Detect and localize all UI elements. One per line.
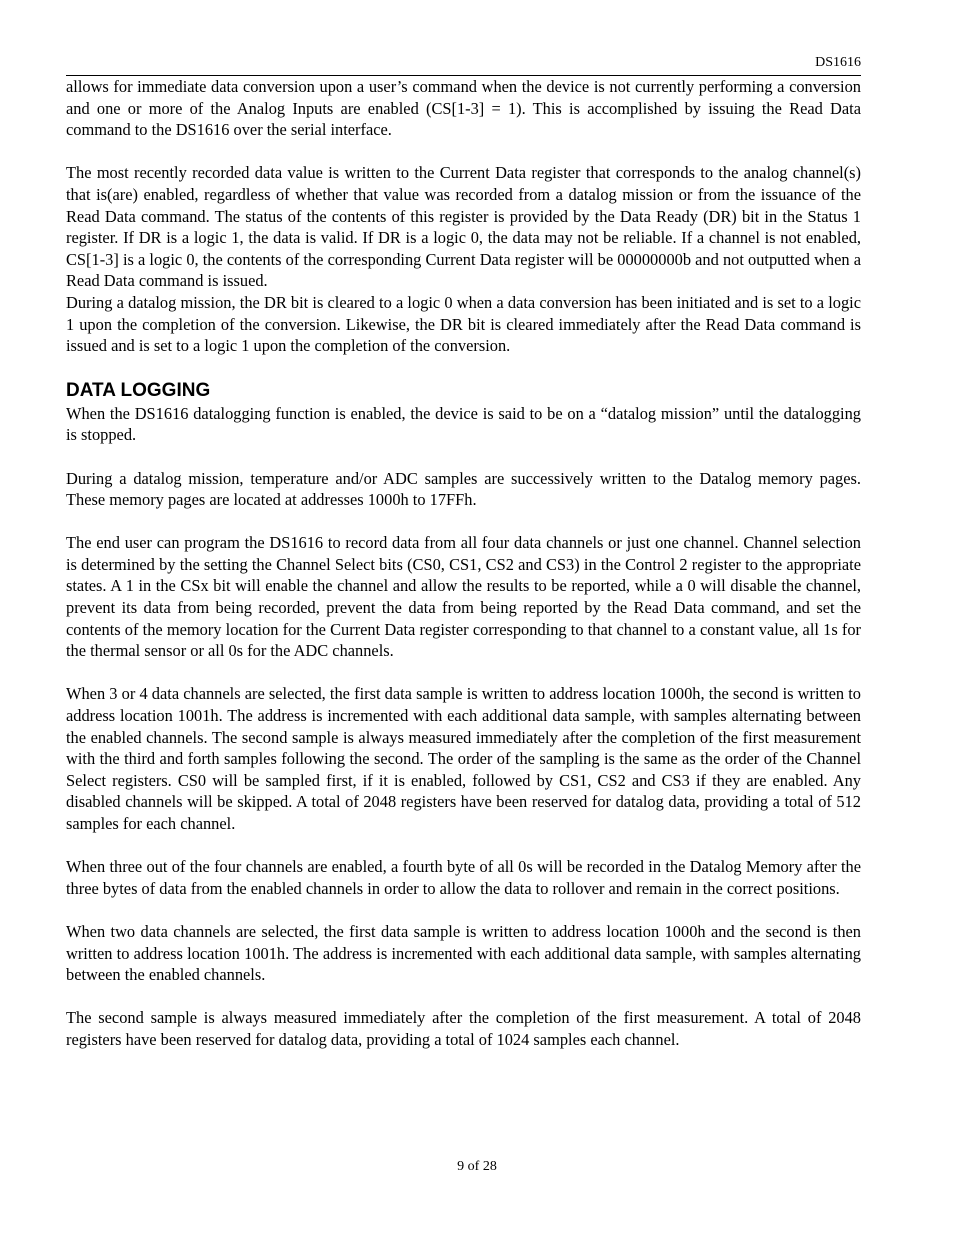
section-paragraph-4: When 3 or 4 data channels are selected, the first data sample is written to address location 1000h, the second is written to address location 1001h. The address is incremented with each additional data sample, with samples alternating between the enabled channels. The second sample is always measured immediately after the completion of the first measurement with the third and forth samples following the second. The order of the sampling is the same as the order of the Channel Select registers. CS0 will be sampled first, if it is enabled, followed by CS1, CS2 and CS3 if they are enabled. Any disabled channels will be skipped. A total of 2048 registers have been reserved for datalog data, providing a total of 512 samples for each channel. [66, 684, 861, 833]
section-paragraph-6: When two data channels are selected, the first data sample is written to address location 1000h and the second is then written to address location 1001h. The address is incremented with each additional data sample, with samples alternating between the enabled channels. [66, 921, 861, 985]
section-paragraph-1: When the DS1616 datalogging function is enabled, the device is said to be on a “datalog mission” until the datalogging is stopped. [66, 403, 861, 445]
section-paragraph-7: The second sample is always measured immediately after the completion of the first measurement. A total of 2048 registers have been reserved for datalog data, providing a total of 1024 samples each channel. [66, 1008, 861, 1049]
section-heading-data-logging: DATA LOGGING [66, 379, 211, 401]
intro-paragraph-2: The most recently recorded data value is written to the Current Data register that corresponds to the analog channel(s) that is(are) enabled, regardless of whether that value was recorded from a datalog mission or from the issuance of the Read Data command. The status of the contents of this register is provided by the Data Ready (DR) bit in the Status 1 register. If DR is a logic 1, the data is valid. If DR is a logic 0, the data may not be reliable. If a channel is not enabled, CS[1-3] is a logic 0, the contents of the corresponding Current Data register will be 00000000b and not outputted when a Read Data command is issued. [66, 163, 861, 291]
section-paragraph-5: When three out of the four channels are enabled, a fourth byte of all 0s will be recorded in the Datalog Memory after the three bytes of data from the enabled channels in order to allow the data to rollover and remain in the correct positions. [66, 857, 861, 898]
intro-paragraph-3: During a datalog mission, the DR bit is cleared to a logic 0 when a data conversion has been initiated and is set to a logic 1 upon the completion of the conversion. Likewise, the DR bit is cleared immediately after the Read Data command is issued and is set to a logic 1 upon the completion of the conversion. [66, 292, 861, 356]
page-number: 9 of 28 [457, 1159, 497, 1174]
intro-paragraph-1: allows for immediate data conversion upon a user’s command when the device is not currently performing a conversion and one or more of the Analog Inputs are enabled (CS[1-3] = 1). This is accomplished by issuing the Read Data command to the DS1616 over the serial interface. [66, 77, 861, 140]
document-id: DS1616 [815, 55, 861, 70]
page-body [66, 76, 861, 1051]
section-paragraph-3: The end user can program the DS1616 to record data from all four data channels or just one channel. Channel selection is determined by the setting the Channel Select bits (CS0, CS1, CS2 and CS3) in the Control 2 register to the appropriate states. A 1 in the CSx bit will enable the channel and allow the results to be reported, while a 0 will disable the channel, prevent its data from being recorded, prevent the data from being reported by the Read Data command, and set the contents of the memory location for the Current Data register corresponding to that channel to a constant value, all 1s for the thermal sensor or all 0s for the ADC channels. [66, 533, 861, 661]
section-paragraph-2: During a datalog mission, temperature and/or ADC samples are successively written to the Datalog memory pages. These memory pages are located at addresses 1000h to 17FFh. [66, 468, 861, 510]
